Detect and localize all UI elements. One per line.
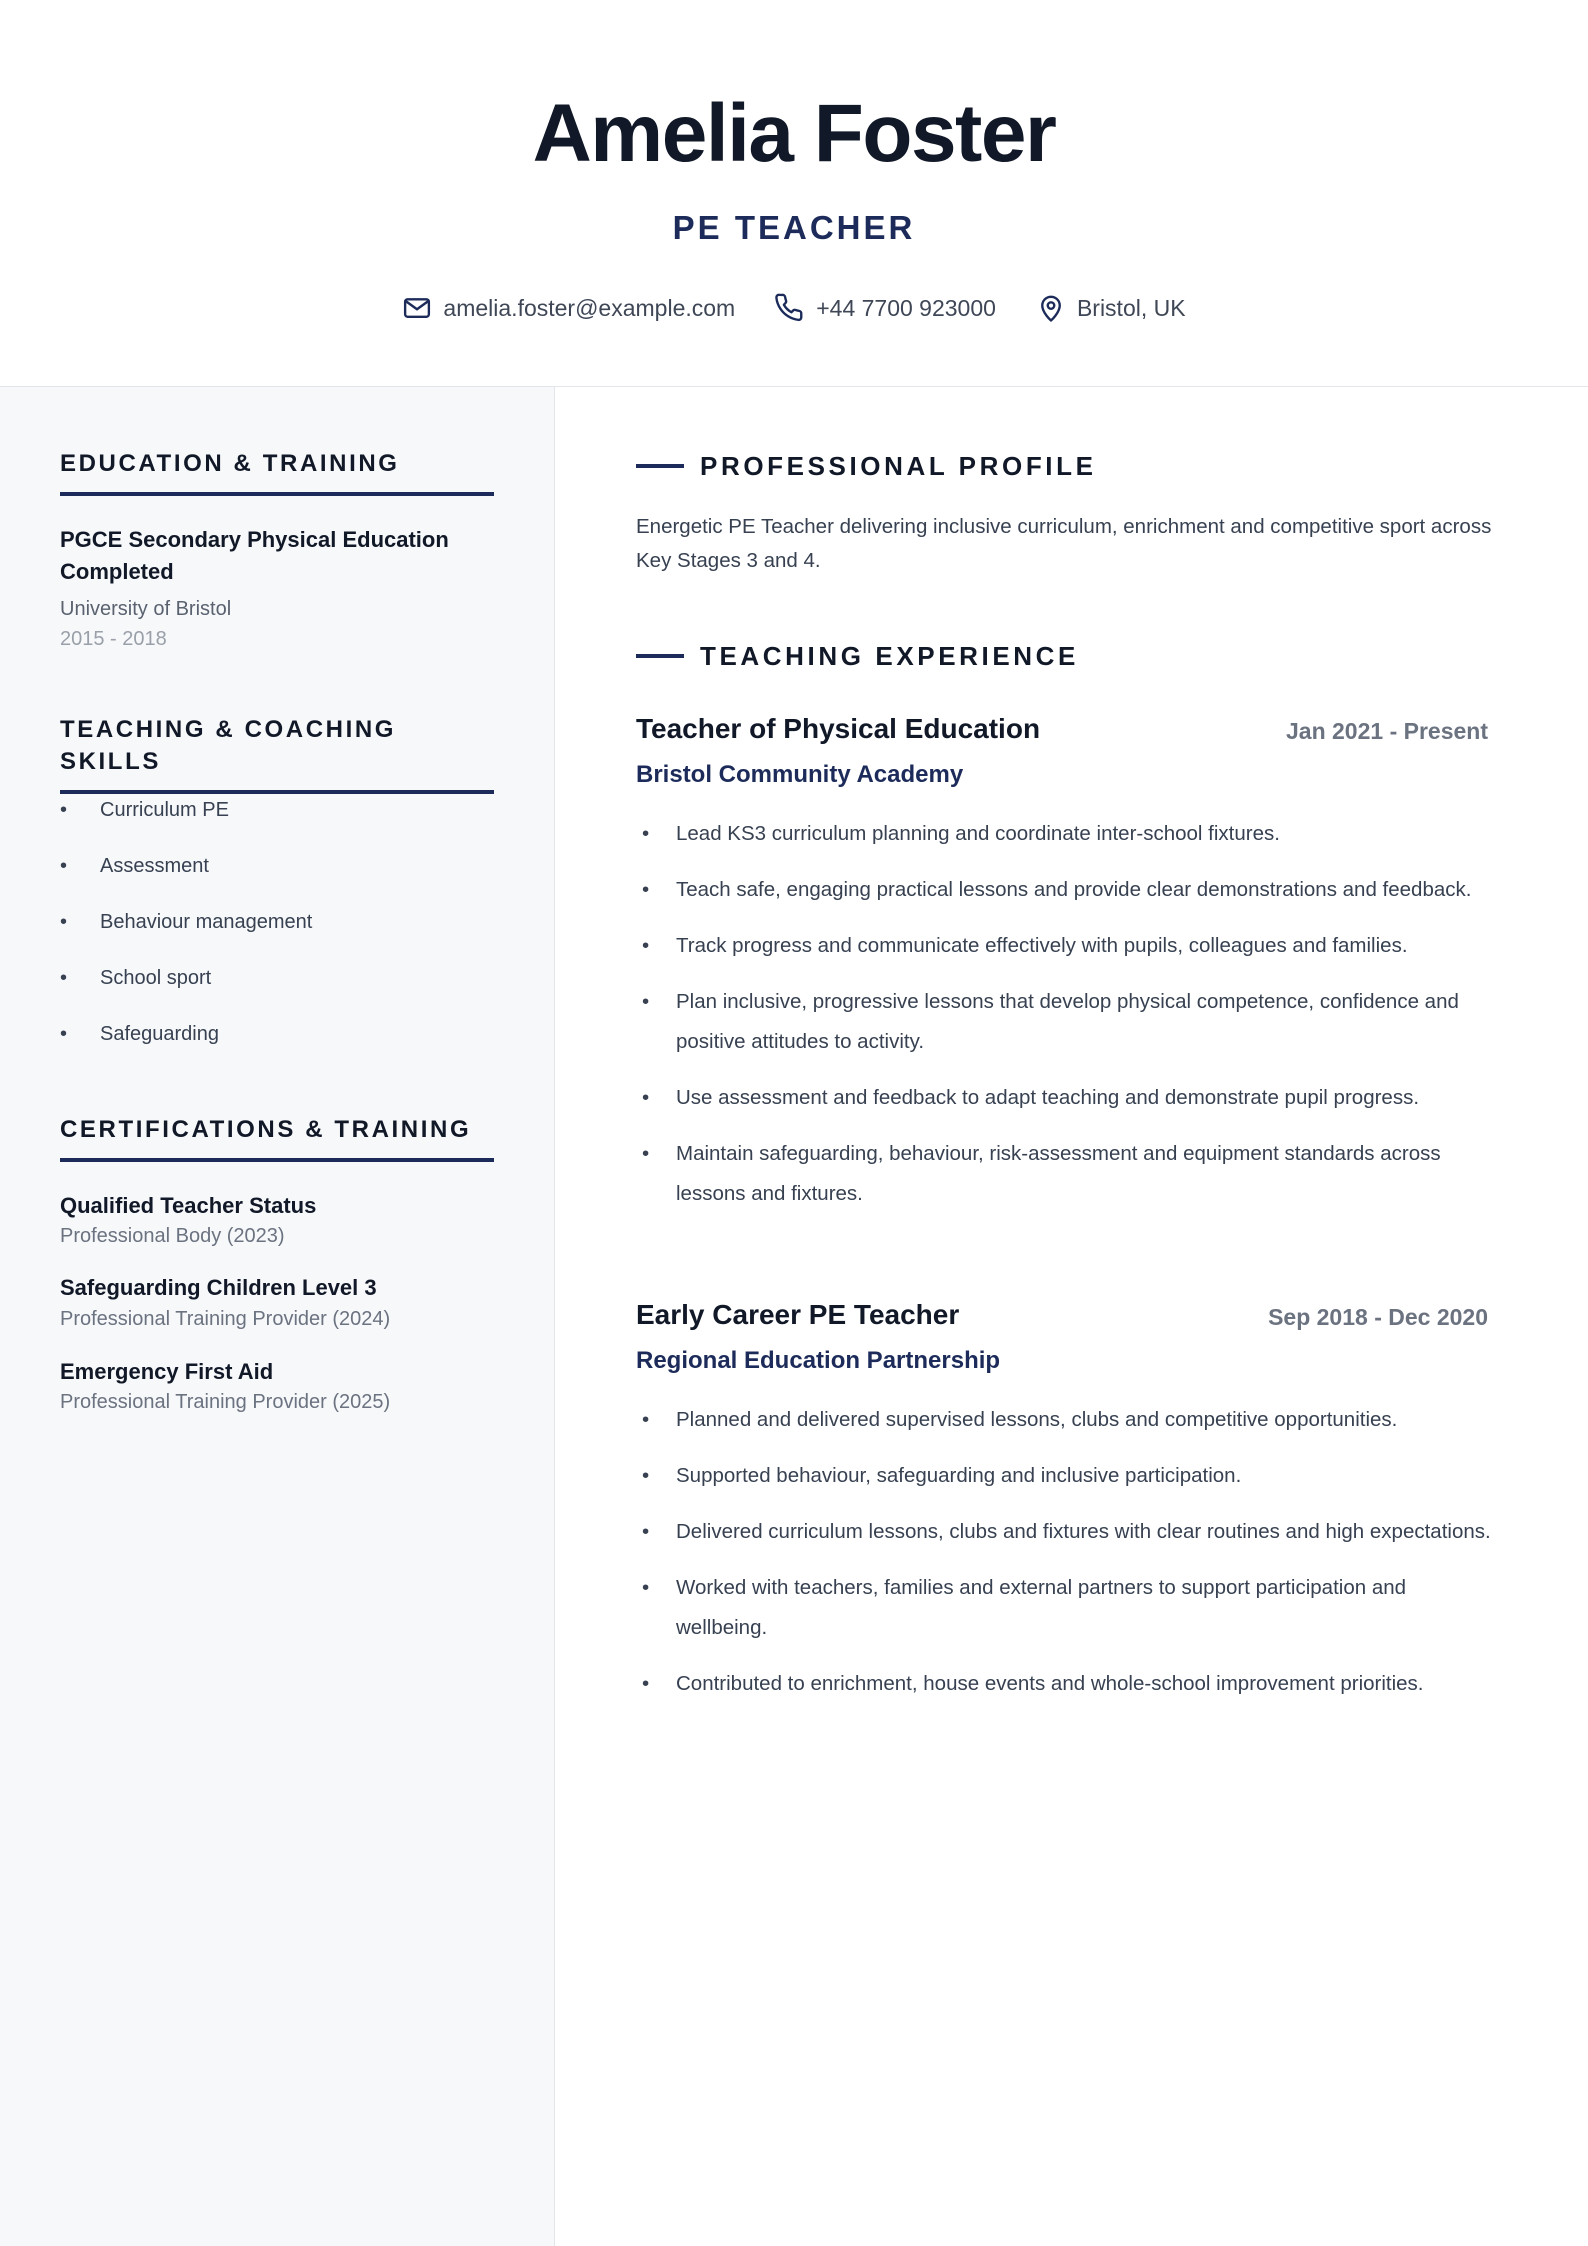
list-item: • Assessment bbox=[60, 848, 312, 904]
certifications-section-title: CERTIFICATIONS & TRAINING bbox=[60, 1114, 494, 1162]
list-item: • Maintain safeguarding, behaviour, risk-assessment and equipment standards across lessons and fixtures. bbox=[636, 1134, 1496, 1214]
list-item: • Teach safe, engaging practical lessons and provide clear demonstrations and feedback. bbox=[636, 870, 1496, 910]
job-title: Early Career PE Teacher bbox=[636, 1299, 960, 1330]
profile-section-title: PROFESSIONAL PROFILE bbox=[700, 451, 1097, 481]
bullet-text: Supported behaviour, safeguarding and inclusive participation. bbox=[676, 1464, 1242, 1487]
certification-provider: Professional Training Provider (2024) bbox=[60, 1308, 391, 1330]
job-bullets bbox=[636, 814, 1496, 1230]
skills-list bbox=[60, 792, 312, 1072]
profile-summary: Energetic PE Teacher delivering inclusive curriculum, enrichment and competitive sport across Key Stages 3 and 4. bbox=[636, 515, 1492, 572]
list-item: • Behaviour management bbox=[60, 904, 312, 960]
list-item: • School sport bbox=[60, 960, 312, 1016]
resume-header bbox=[0, 0, 1588, 387]
contact-row bbox=[0, 290, 1588, 326]
bullet-text: Track progress and communicate effectively with pupils, colleagues and families. bbox=[676, 934, 1408, 957]
mail-icon bbox=[402, 293, 432, 323]
job-organization: Regional Education Partnership bbox=[636, 1347, 1001, 1374]
list-item: • Lead KS3 curriculum planning and coordinate inter-school fixtures. bbox=[636, 814, 1496, 854]
list-item: • Curriculum PE bbox=[60, 792, 312, 848]
skills-section-title: TEACHING & COACHING SKILLS bbox=[60, 714, 494, 794]
certification-name: Safeguarding Children Level 3 bbox=[60, 1275, 377, 1300]
experience-section-heading bbox=[636, 639, 1079, 673]
skill-label: Behaviour management bbox=[100, 911, 313, 933]
candidate-name: Amelia Foster bbox=[532, 88, 1056, 179]
list-item: • Use assessment and feedback to adapt teaching and demonstrate pupil progress. bbox=[636, 1078, 1496, 1118]
contact-email[interactable] bbox=[402, 290, 735, 326]
certification-provider: Professional Training Provider (2025) bbox=[60, 1391, 391, 1413]
job-bullets bbox=[636, 1400, 1496, 1720]
job-title: Teacher of Physical Education bbox=[636, 713, 1041, 744]
contact-phone[interactable] bbox=[775, 290, 996, 326]
job-dates: Sep 2018 - Dec 2020 bbox=[1268, 1304, 1488, 1330]
list-item: • Worked with teachers, families and external partners to support participation and wellbeing. bbox=[636, 1568, 1496, 1648]
bullet-text: Use assessment and feedback to adapt teaching and demonstrate pupil progress. bbox=[676, 1086, 1420, 1109]
skill-label: School sport bbox=[100, 967, 212, 989]
bullet-text: Maintain safeguarding, behaviour, risk-assessment and equipment standards across lessons and fixtures. bbox=[676, 1142, 1441, 1205]
job-organization: Bristol Community Academy bbox=[636, 761, 964, 788]
list-item: • Plan inclusive, progressive lessons that develop physical competence, confidence and positive attitudes to activity. bbox=[636, 982, 1496, 1062]
location-pin-icon bbox=[1036, 293, 1066, 323]
skill-label: Safeguarding bbox=[100, 1023, 219, 1045]
list-item: • Delivered curriculum lessons, clubs and fixtures with clear routines and high expectations. bbox=[636, 1512, 1496, 1552]
certification-provider: Professional Body (2023) bbox=[60, 1225, 285, 1247]
list-item: • Contributed to enrichment, house events and whole-school improvement priorities. bbox=[636, 1664, 1496, 1704]
bullet-text: Contributed to enrichment, house events and whole-school improvement priorities. bbox=[676, 1672, 1424, 1695]
profile-section-heading bbox=[636, 449, 1097, 483]
skill-label: Assessment bbox=[100, 855, 209, 877]
contact-location bbox=[1036, 290, 1186, 326]
location-text: Bristol, UK bbox=[1076, 295, 1186, 321]
skill-label: Curriculum PE bbox=[100, 799, 229, 821]
bullet-text: Lead KS3 curriculum planning and coordinate inter-school fixtures. bbox=[676, 822, 1280, 845]
heading-accent-bar bbox=[636, 654, 684, 658]
email-text: amelia.foster@example.com bbox=[443, 295, 736, 321]
education-school: University of Bristol bbox=[60, 598, 232, 620]
education-section-title: EDUCATION & TRAINING bbox=[60, 448, 494, 496]
bullet-text: Delivered curriculum lessons, clubs and fixtures with clear routines and high expectations. bbox=[676, 1520, 1491, 1543]
list-item: • Safeguarding bbox=[60, 1016, 312, 1072]
list-item: • Supported behaviour, safeguarding and inclusive participation. bbox=[636, 1456, 1496, 1496]
phone-icon bbox=[775, 293, 805, 323]
experience-section-title: TEACHING EXPERIENCE bbox=[700, 641, 1080, 671]
bullet-text: Worked with teachers, families and external partners to support participation and wellbeing. bbox=[676, 1576, 1407, 1639]
certification-name: Qualified Teacher Status bbox=[60, 1193, 317, 1218]
bullet-text: Teach safe, engaging practical lessons and provide clear demonstrations and feedback. bbox=[676, 878, 1472, 901]
education-years: 2015 - 2018 bbox=[60, 628, 167, 650]
candidate-role: PE TEACHER bbox=[672, 209, 916, 246]
education-degree: PGCE Secondary Physical Education Completed bbox=[60, 527, 449, 584]
bullet-text: Planned and delivered supervised lessons, clubs and competitive opportunities. bbox=[676, 1408, 1398, 1431]
heading-accent-bar bbox=[636, 464, 684, 468]
list-item: • Track progress and communicate effectively with pupils, colleagues and families. bbox=[636, 926, 1496, 966]
phone-text: +44 7700 923000 bbox=[816, 295, 996, 321]
certification-name: Emergency First Aid bbox=[60, 1359, 274, 1384]
job-dates: Jan 2021 - Present bbox=[1285, 718, 1488, 744]
list-item: • Planned and delivered supervised lessons, clubs and competitive opportunities. bbox=[636, 1400, 1496, 1440]
bullet-text: Plan inclusive, progressive lessons that develop physical competence, confidence and positive attitudes to activity. bbox=[676, 990, 1459, 1053]
